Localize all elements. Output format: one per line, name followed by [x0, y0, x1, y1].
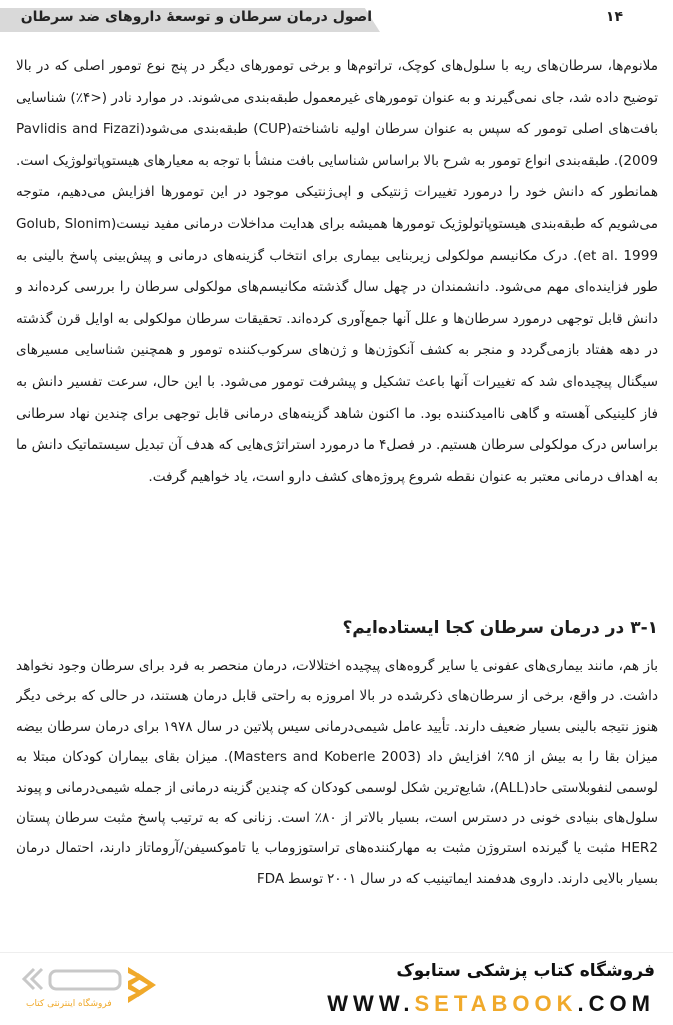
page-header [0, 0, 673, 36]
section-heading: ۳-۱ در درمان سرطان کجا ایستاده‌ایم؟ [342, 618, 658, 638]
shop-name: فروشگاه کتاب پزشکی ستابوک [396, 961, 655, 981]
url-prefix: WWW. [327, 991, 415, 1016]
paragraph-2: باز هم، مانند بیماری‌های عفونی یا سایر گروه‌های پیچیده اختلالات، درمان منحصر به فرد برای سرطان وجود نخواهد داشت. در واقع، برخی از سرطان‌های ذکرشده در بالا امروزه به راحتی قابل درمان هستند، در حالی که برخی دیگر هنوز نتیجه بالینی بسیار ضعیف دارند. تأیید عامل شیمی‌درمانی سیس پلاتین در سال ۱۹۷۸ برای درمان سرطان بیضه میزان بقا را به بیش از ۹۵٪ افزایش داد (Masters and Koberle 2003). میزان بقای بیماران کودکان مبتلا به لوسمی لنفوبلاستی حاد(ALL)، شایع‌ترین شکل لوسمی کودکان که چندین گزینه درمانی از جمله شیمی‌درمانی و پیوند سلول‌های بنیادی خونی در دسترس است، بسیار بالاتر از ۸۰٪ است. زنانی که به ترتیب پاسخ مثبت سرطان پستان HER2 مثبت یا گیرنده استروژن مثبت به مهارکننده‌های تراستوزوماب یا تاموکسیفن/آروماتاز دارند، احتمال درمان بسیار بالایی دارند. داروی هدفمند ایماتینیب که در سال ۲۰۰۱ توسط FDA [16, 658, 658, 887]
paragraph-1: ملانوم‌ها، سرطان‌های ریه با سلول‌های کوچک، تراتوم‌ها و برخی تومورهای دیگر در پنج نوع تومور اصلی که در بالا توضیح داده شد، جای نمی‌گیرند و به عنوان تومورهای غیرمعمول طبقه‌بندی می‌شوند. در موارد نادر (<۴٪) شناسایی بافت‌های اصلی تومور که سپس به عنوان سرطان اولیه ناشناخته(CUP) طبقه‌بندی می‌شود(Pavlidis and Fizazi 2009). طبقه‌بندی انواع تومور به شرح بالا براساس شناسایی بافت منشأ با توجه به معیارهای هیستوپاتولوژیک است. همانطور که دانش خود را درمورد تغییرات ژنتیکی و اپی‌ژنتیکی موجود در این تومورها افزایش می‌دهیم، متوجه می‌شویم که طبقه‌بندی هیستوپاتولوژیک تومورها همیشه برای هدایت مداخلات درمانی مفید نیست(Golub, Slonim et al. 1999). درک مکانیسم مولکولی زیربنایی بیماری برای انتخاب گزینه‌های درمانی و پیش‌بینی پاسخ بالینی به طور فزاینده‌ای مهم می‌شود. دانشمندان در چهل سال گذشته مکانیسم‌های مولکولی سرطان را بررسی کرده‌اند و دانش قابل توجهی درمورد سرطان‌ها و علل آنها جمع‌آوری کرده‌اند. تحقیقات سرطان مولکولی به اوایل قرن گذشته در دهه هفتاد بازمی‌گردد و منجر به کشف آنکوژن‌ها و ژن‌های سرکوب‌کننده تومور و همچنین شناسایی مسیرهای سیگنال پیچیده‌ای شد که تغییرات آنها باعث تشکیل و پیشرفت تومور می‌شود. با این حال، سرعت تفسیر دانش به فاز کلینیکی آهسته و گاهی ناامیدکننده بود. ما اکنون شاهد گزینه‌های درمانی قابل توجهی برای چندین نهاد سرطانی براساس درک مولکولی سرطان هستیم. در فصل۴ ما درمورد استراتژی‌هایی که هدف آن تبدیل سیستماتیک دانش ما به اهداف درمانی معتبر به عنوان نقطه شروع پروژه‌های کشف دارو است، یاد خواهیم گرفت. [16, 58, 658, 485]
page-number: ۱۴ [605, 9, 623, 25]
running-title: اصول درمان سرطان و توسعهٔ داروهای ضد سرطان [20, 9, 372, 25]
logo-subtitle: فروشگاه اینترنتی کتاب [26, 999, 112, 1009]
url-brand: SETABOOK [414, 991, 578, 1016]
website-url[interactable] [327, 991, 655, 1017]
url-suffix: .COM [577, 991, 655, 1016]
bottom-fade [0, 905, 673, 955]
footer-banner [0, 952, 673, 1025]
